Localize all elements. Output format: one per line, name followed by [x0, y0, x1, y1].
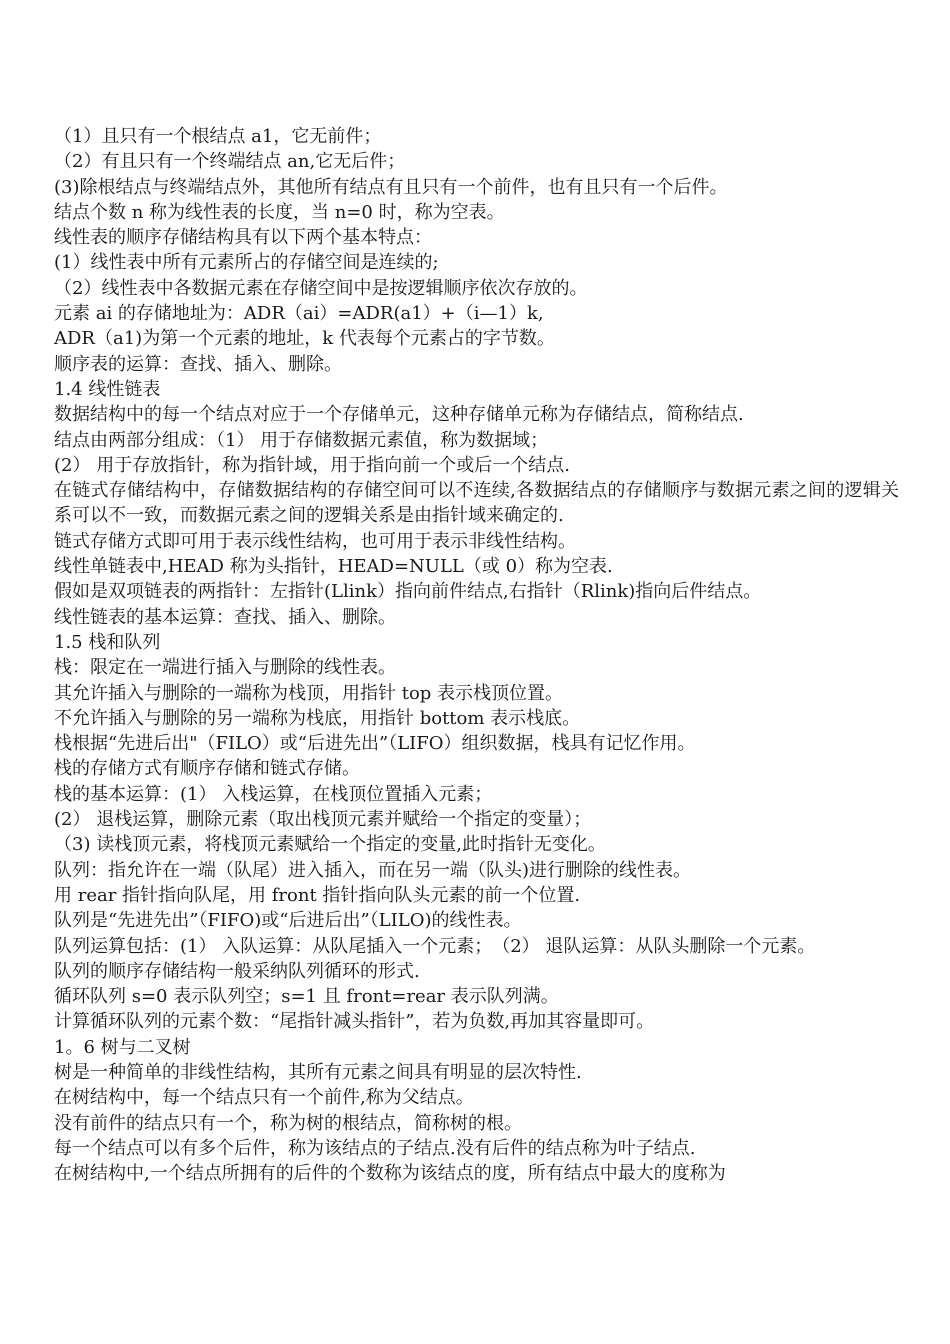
text-line: (2） 用于存放指针，称为指针域，用于指向前一个或后一个结点. [54, 454, 570, 476]
text-line: 1.4 线性链表 [54, 378, 161, 400]
text-line: 在树结构中，每一个结点只有一个前件,称为父结点。 [54, 1087, 474, 1109]
text-line: （3) 读栈顶元素，将栈顶元素赋给一个指定的变量,此时指针无变化。 [54, 834, 606, 856]
text-line: （1）且只有一个根结点 a1，它无前件； [54, 126, 382, 147]
text-line: 队列运算包括：(1） 入队运算：从队尾插入一个元素； （2） 退队运算：从队头删除一个元素。 [54, 935, 816, 957]
text-line: 数据结构中的每一个结点对应于一个存储单元，这种存储单元称为存储结点，简称结点. [54, 404, 744, 426]
text-line: （2）线性表中各数据元素在存储空间中是按逻辑顺序依次存放的。 [54, 277, 588, 299]
text-line: 假如是双项链表的两指针：左指针(Llink）指向前件结点,右指针（Rlink)指向后件结点。 [54, 581, 762, 603]
text-line: 线性链表的基本运算：查找、插入、删除。 [54, 606, 396, 628]
text-line: 在链式存储结构中，存储数据结构的存储空间可以不连续,各数据结点的存储顺序与数据元素之间的逻辑关系可以不一致，而数据元素之间的逻辑关系是由指针域来确定的. [54, 480, 899, 527]
text-line: 结点个数 n 称为线性表的长度，当 n=0 时，称为空表。 [54, 201, 505, 223]
document-body [54, 124, 899, 1186]
text-line: 顺序表的运算：查找、插入、删除。 [54, 353, 342, 375]
text-line: 链式存储方式即可用于表示线性结构，也可用于表示非线性结构。 [54, 530, 576, 552]
text-line: 元素 ai 的存储地址为：ADR（ai）=ADR(a1）+（i—1）k, [54, 303, 544, 325]
text-line: 用 rear 指针指向队尾，用 front 指针指向队头元素的前一个位置. [54, 884, 581, 906]
text-line: 栈的基本运算：(1） 入栈运算，在栈顶位置插入元素； [54, 783, 493, 805]
text-line: 其允许插入与删除的一端称为栈顶，用指针 top 表示栈顶位置。 [54, 682, 564, 704]
text-line: 在树结构中,一个结点所拥有的后件的个数称为该结点的度，所有结点中最大的度称为 [54, 1163, 726, 1185]
text-line: 队列：指允许在一端（队尾）进入插入，而在另一端（队头)进行删除的线性表。 [54, 859, 692, 881]
text-line: 队列是“先进先出”（FIFO)或“后进后出”（LILO)的线性表。 [54, 910, 522, 932]
text-line: （2）有且只有一个终端结点 an,它无后件； [54, 151, 406, 173]
text-line: 1。6 树与二叉树 [54, 1036, 191, 1058]
text-line: 线性表的顺序存储结构具有以下两个基本特点： [54, 227, 432, 249]
text-line: 循环队列 s=0 表示队列空；s=1 且 front=rear 表示队列满。 [54, 986, 559, 1008]
text-line: 栈的存储方式有顺序存储和链式存储。 [54, 758, 360, 780]
text-line: 不允许插入与删除的另一端称为栈底，用指针 bottom 表示栈底。 [54, 707, 581, 729]
text-line: 队列的顺序存储结构一般采纳队列循环的形式. [54, 960, 420, 982]
text-line: (2） 退栈运算，删除元素（取出栈顶元素并赋给一个指定的变量）； [54, 809, 592, 831]
text-line: 没有前件的结点只有一个，称为树的根结点，简称树的根。 [54, 1112, 522, 1134]
text-line: (3)除根结点与终端结点外，其他所有结点有且只有一个前件，也有且只有一个后件。 [54, 176, 728, 198]
text-line: 每一个结点可以有多个后件，称为该结点的子结点.没有后件的结点称为叶子结点. [54, 1137, 696, 1159]
text-line: 栈根据“先进后出"（FILO）或“后进先出”（LIFO）组织数据，栈具有记忆作用。 [54, 733, 696, 755]
text-line: 结点由两部分组成：（1） 用于存储数据元素值，称为数据域； [54, 429, 549, 451]
text-line: ADR（a1)为第一个元素的地址，k 代表每个元素占的字节数。 [54, 328, 555, 350]
text-line: 栈：限定在一端进行插入与删除的线性表。 [54, 657, 396, 679]
text-line: (1）线性表中所有元素所占的存储空间是连续的; [54, 252, 439, 274]
text-line: 线性单链表中,HEAD 称为头指针，HEAD=NULL（或 0）称为空表. [54, 556, 613, 578]
text-line: 1.5 栈和队列 [54, 631, 161, 653]
text-line: 树是一种简单的非线性结构，其所有元素之间具有明显的层次特性. [54, 1061, 582, 1083]
text-line: 计算循环队列的元素个数：“尾指针减头指针”，若为负数,再加其容量即可。 [54, 1011, 655, 1033]
